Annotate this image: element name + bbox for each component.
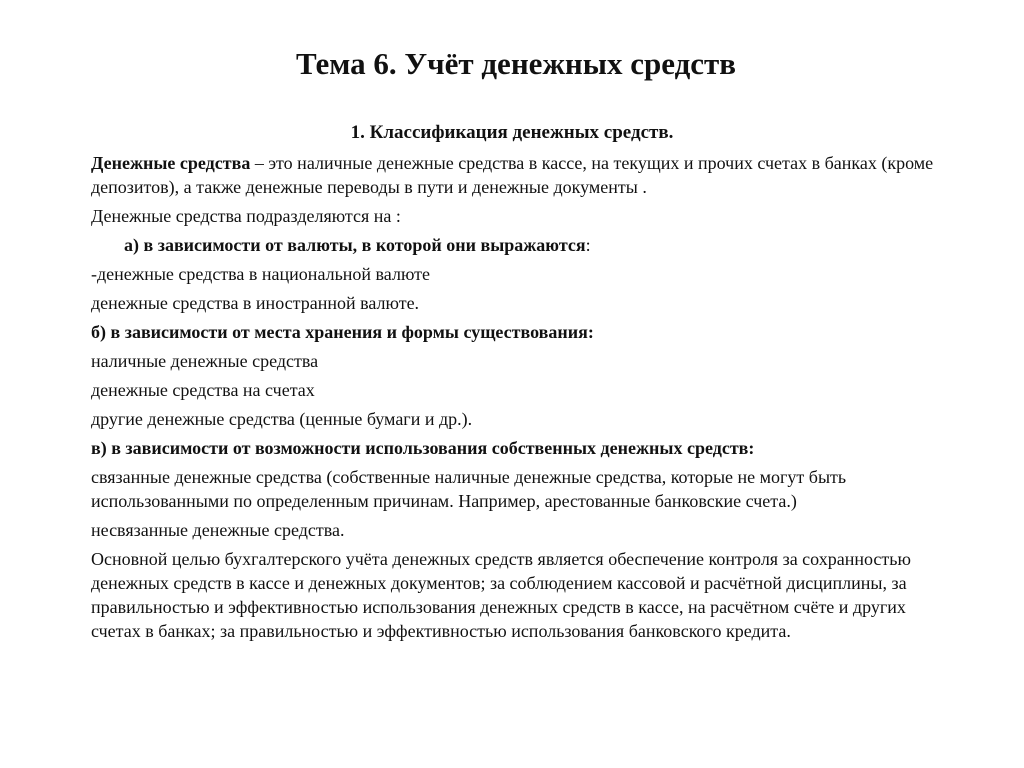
list-item: наличные денежные средства: [91, 351, 319, 371]
conclusion-paragraph: Основной целью бухгалтерского учёта денежных средств является обеспечение контроля за сохранностью денежных средств в кассе и денежных документов; за соблюдением кассовой и расчётной дисциплины, за правильностью и эффективностью использования денежных средств в кассе, на расчётном счёте и других счетах в банках; за правильностью и эффективностью использования банковского кредита.: [91, 549, 911, 641]
list-item: денежные средства на счетах: [91, 380, 315, 400]
list-item: -денежные средства в национальной валюте: [91, 264, 431, 284]
slide-body: [91, 151, 941, 648]
list-item: связанные денежные средства (собственные наличные денежные средства, которые не могут быть использованными по определенным причинам. Например, арестованные банковские счета.): [91, 467, 847, 511]
definition-term: Денежные средства: [91, 153, 251, 173]
group-a-heading-text: а) в зависимости от валюты, в которой они выражаются: [124, 235, 586, 255]
list-item: другие денежные средства (ценные бумаги и др.).: [91, 409, 473, 429]
classification-intro: Денежные средства подразделяются на :: [91, 206, 401, 226]
group-b-heading: б) в зависимости от места хранения и формы существования:: [91, 322, 594, 342]
definition-text: – это наличные денежные средства в кассе, на текущих и прочих счетах в банках (кроме депозитов), а также денежные переводы в пути и денежные документы .: [91, 153, 934, 197]
group-a-heading: [91, 233, 941, 257]
definition-paragraph: [91, 151, 941, 199]
list-item: несвязанные денежные средства.: [91, 520, 345, 540]
section-subtitle: 1. Классификация денежных средств.: [350, 122, 674, 143]
slide-title: Тема 6. Учёт денежных средств: [296, 46, 736, 81]
group-a-heading-suffix: :: [585, 235, 591, 255]
group-c-heading: в) в зависимости от возможности использования собственных денежных средств:: [91, 438, 755, 458]
list-item: денежные средства в иностранной валюте.: [91, 293, 420, 313]
